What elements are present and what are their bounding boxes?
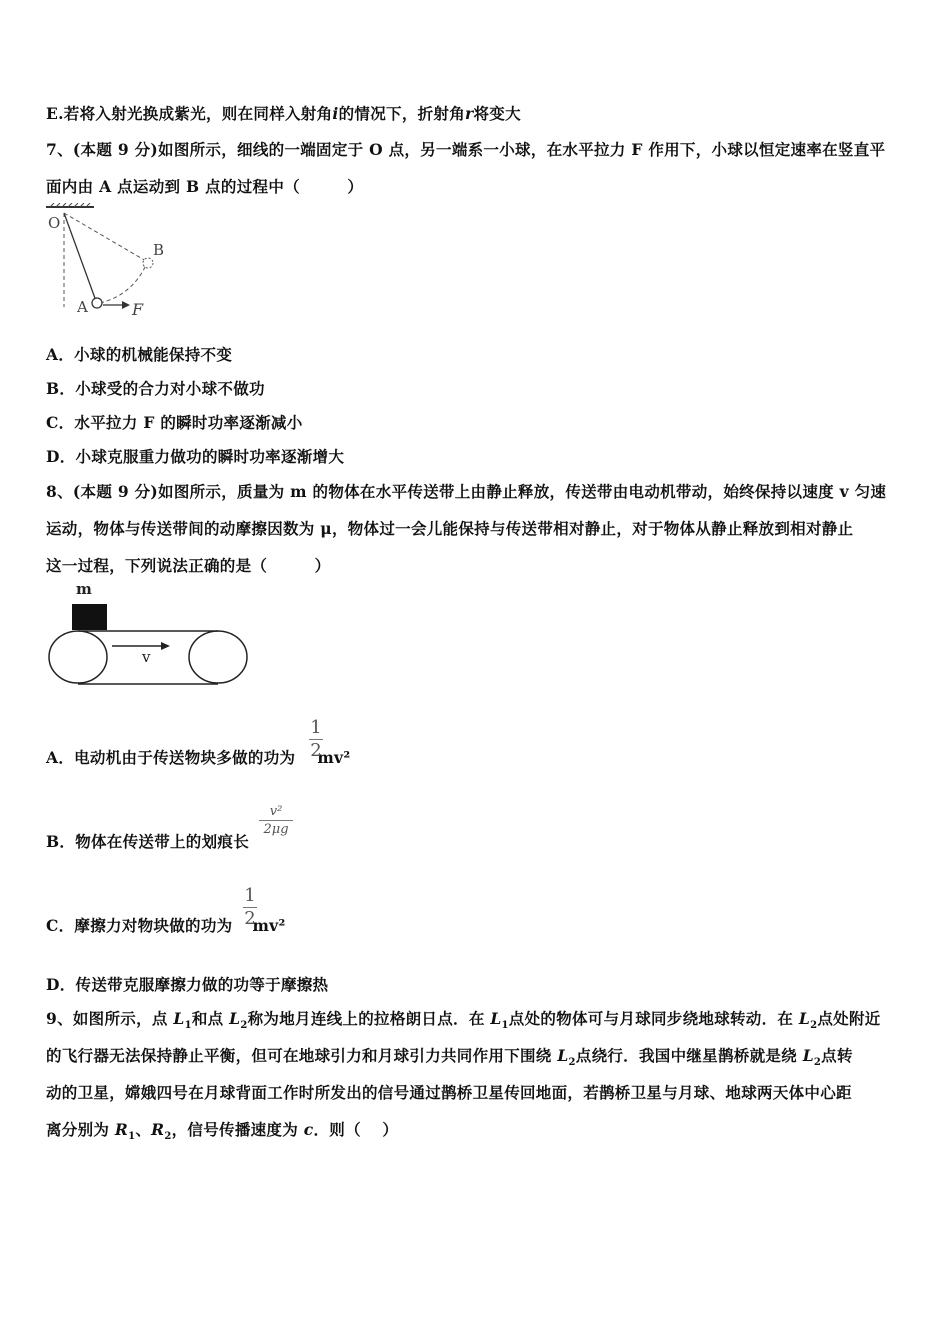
q7-stem-line1: 7、(本题 9 分)如图所示，细线的一端固定于 O 点，另一端系一小球，在水平拉力 F 作用下，小球以恒定速率在竖直平: [46, 140, 886, 159]
label-o: O: [48, 214, 61, 232]
option-e-line: E.若将入射光换成紫光，则在同样入射角i的情况下，折射角r将变大: [46, 104, 521, 123]
arc-path: [100, 265, 146, 303]
label-b: B: [153, 241, 165, 259]
ball-b: [143, 258, 153, 268]
conveyor-figure: [44, 580, 254, 690]
q9-stem-line1: 9、如图所示，点 $L_1$和点 $L_2$称为地月连线上的拉格朗日点．在 $L_1$点处的物体可与月球同步绕地球转动．在 $L_2$点处附近: [46, 1009, 881, 1032]
q7-option-d: D．小球克服重力做功的瞬时功率逐渐增大: [46, 447, 345, 466]
q8-stem-line2: 运动，物体与传送带间的动摩擦因数为 μ，物体过一会儿能保持与传送带相对静止，对于物体从静止释放到相对静止: [46, 519, 854, 538]
q8-option-a: A．电动机由于传送物块多做的功为 mv²: [46, 748, 351, 767]
q7-option-a: A．小球的机械能保持不变: [46, 345, 233, 364]
q8-stem-line3: 这一过程，下列说法正确的是（ ）: [46, 556, 331, 575]
label-m: m: [76, 580, 92, 598]
right-roller: [189, 631, 247, 683]
string-dashed-b: [64, 213, 146, 261]
q8-option-d: D．传送带克服摩擦力做的功等于摩擦热: [46, 975, 329, 994]
string-line: [64, 213, 96, 301]
q7-option-c: C．水平拉力 F 的瞬时功率逐渐减小: [46, 413, 303, 432]
label-f: F: [132, 300, 144, 319]
pendulum-figure: [42, 203, 182, 321]
block-m: [72, 604, 107, 630]
q8-stem-line1: 8、(本题 9 分)如图所示，质量为 m 的物体在水平传送带上由静止释放，传送带由电动机带动，始终保持以速度 v 匀速: [46, 482, 887, 501]
q7-option-b: B．小球受的合力对小球不做功: [46, 379, 265, 398]
label-a: A: [77, 298, 88, 316]
fraction-half-c: 1 2: [244, 885, 256, 929]
q9-stem-line4: 离分别为 $R_1$、$R_2$，信号传播速度为 c．则（ ）: [46, 1120, 399, 1143]
left-roller: [49, 631, 107, 683]
fraction-half-a: 1 2: [310, 717, 322, 761]
q9-stem-line2: 的飞行器无法保持静止平衡，但可在地球引力和月球引力共同作用下围绕 $L_2$点绕行．我国中继星鹊桥就是绕 $L_2$点转: [46, 1046, 853, 1069]
q9-stem-line3: 动的卫星，嫦娥四号在月球背面工作时所发出的信号通过鹊桥卫星传回地面，若鹊桥卫星与月球、地球两天体中心距: [46, 1083, 852, 1102]
fraction-v2-2ug: v² 2μg: [259, 805, 293, 836]
label-v: v: [142, 648, 151, 666]
q7-stem-line2: 面内由 A 点运动到 B 点的过程中（ ）: [46, 177, 364, 196]
ball-a: [92, 298, 102, 308]
q8-option-c: C．摩擦力对物块做的功为 mv²: [46, 916, 286, 935]
q8-option-b: B．物体在传送带上的划痕长: [46, 832, 250, 851]
